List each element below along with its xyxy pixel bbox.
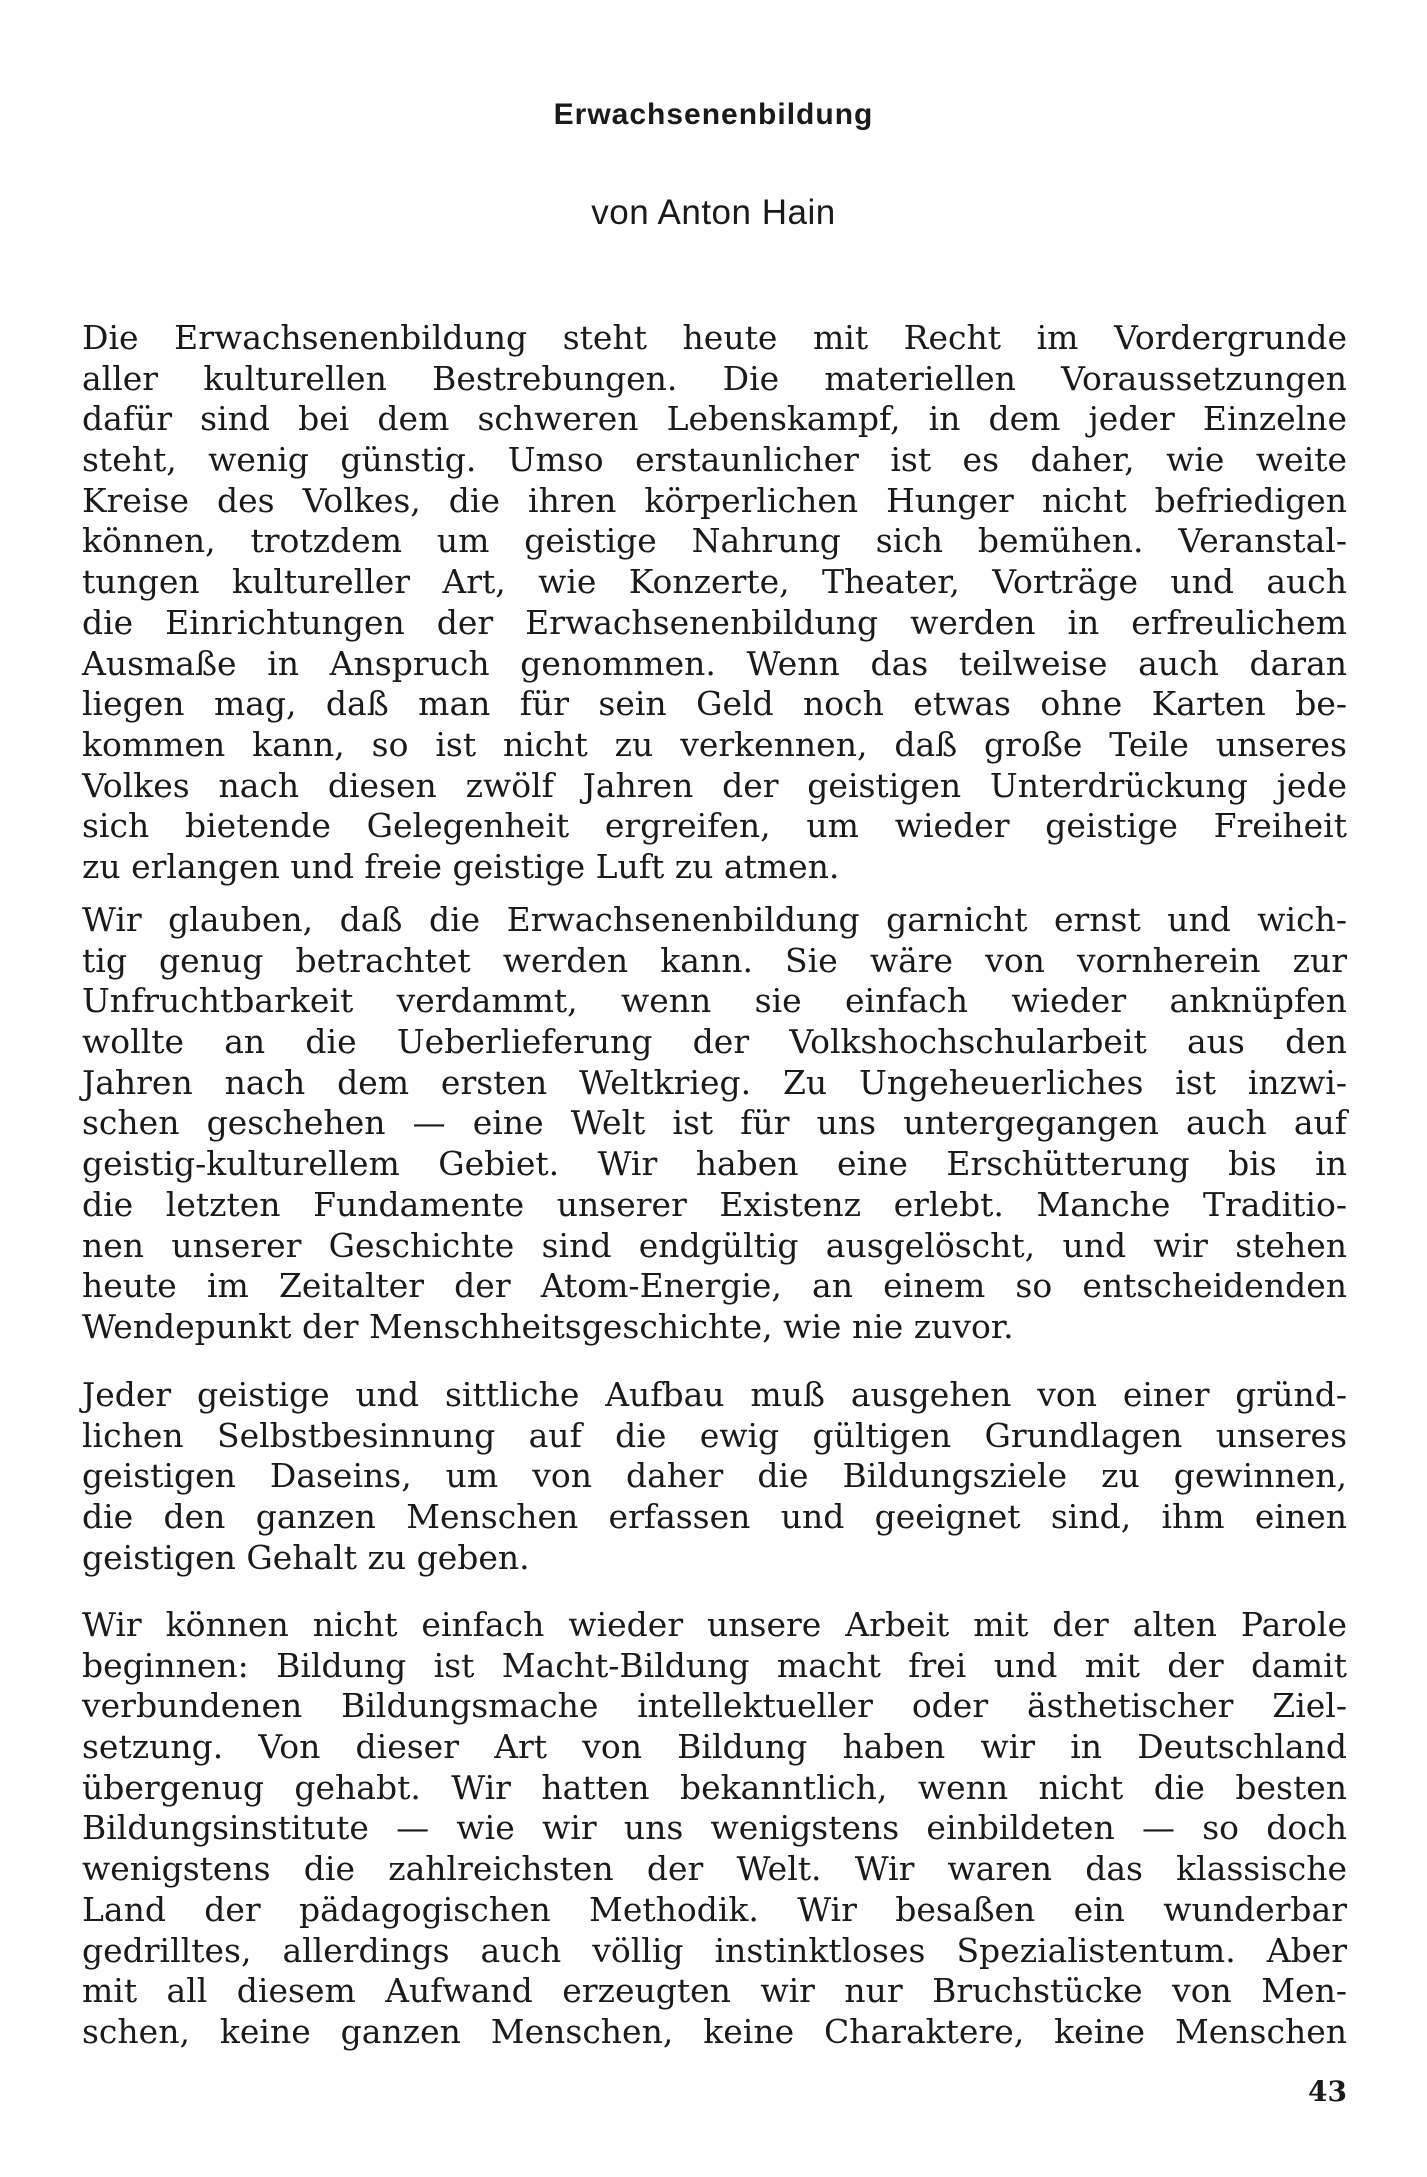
text-line: gedrilltes, allerdings auch völlig instinktloses Spezialistentum. Aber	[82, 1930, 1347, 1970]
text-line: übergenug gehabt. Wir hatten bekanntlich, wenn nicht die besten	[82, 1767, 1347, 1807]
text-line: die Einrichtungen der Erwachsenenbildung werden in erfreulichem	[82, 602, 1347, 642]
paragraph-2	[82, 900, 1347, 1348]
text-line: mit all diesem Aufwand erzeugten wir nur Bruchstücke von Men-	[82, 1971, 1347, 2011]
text-line: tungen kultureller Art, wie Konzerte, Theater, Vorträge und auch	[82, 562, 1347, 602]
text-line: schen, keine ganzen Menschen, keine Charaktere, keine Menschen	[82, 2011, 1347, 2051]
text-line: aller kulturellen Bestrebungen. Die materiellen Voraussetzungen	[82, 358, 1347, 398]
text-line: steht, wenig günstig. Umso erstaunlicher ist es daher, wie weite	[82, 440, 1347, 480]
text-line: heute im Zeitalter der Atom-Energie, an einem so entscheidenden	[82, 1266, 1347, 1306]
text-line: sich bietende Gelegenheit ergreifen, um wieder geistige Freiheit	[82, 806, 1347, 846]
text-line: zu erlangen und freie geistige Luft zu atmen.	[82, 846, 840, 886]
text-line: Volkes nach diesen zwölf Jahren der geistigen Unterdrückung jede	[82, 765, 1347, 805]
text-line: Die Erwachsenenbildung steht heute mit Recht im Vordergrunde	[82, 318, 1347, 357]
article-title: Erwachsenenbildung	[553, 98, 874, 131]
text-line: die den ganzen Menschen erfassen und geeignet sind, ihm einen	[82, 1497, 1347, 1537]
paragraph-3	[82, 1375, 1347, 1578]
text-line: Bildungsinstitute — wie wir uns wenigstens einbildeten — so doch	[82, 1808, 1347, 1848]
text-line: lichen Selbstbesinnung auf die ewig gültigen Grundlagen unseres	[82, 1415, 1347, 1455]
text-line: beginnen: Bildung ist Macht-Bildung macht frei und mit der damit	[82, 1645, 1347, 1685]
text-line: Wendepunkt der Menschheitsgeschichte, wie nie zuvor.	[82, 1306, 1014, 1346]
text-line: Kreise des Volkes, die ihren körperlichen Hunger nicht befriedigen	[82, 480, 1347, 520]
text-line: geistig-kulturellem Gebiet. Wir haben eine Erschütterung bis in	[82, 1144, 1347, 1184]
text-line: Jeder geistige und sittliche Aufbau muß ausgehen von einer gründ-	[82, 1375, 1347, 1414]
text-line: setzung. Von dieser Art von Bildung haben wir in Deutschland	[82, 1727, 1347, 1767]
text-line: die letzten Fundamente unserer Existenz erlebt. Manche Traditio-	[82, 1184, 1347, 1224]
text-line: geistigen Gehalt zu geben.	[82, 1537, 530, 1577]
text-line: kommen kann, so ist nicht zu verkennen, daß große Teile unseres	[82, 724, 1347, 764]
page-number: 43	[1308, 2075, 1347, 2108]
text-line: schen geschehen — eine Welt ist für uns untergegangen auch auf	[82, 1103, 1347, 1143]
text-line: wenigstens die zahlreichsten der Welt. Wir waren das klassische	[82, 1849, 1347, 1889]
text-line: geistigen Daseins, um von daher die Bildungsziele zu gewinnen,	[82, 1456, 1347, 1496]
text-line: dafür sind bei dem schweren Lebenskampf, in dem jeder Einzelne	[82, 399, 1347, 439]
text-line: Wir können nicht einfach wieder unsere Arbeit mit der alten Parole	[82, 1605, 1347, 1644]
text-line: Ausmaße in Anspruch genommen. Wenn das teilweise auch daran	[82, 643, 1347, 683]
paragraph-4	[82, 1605, 1347, 2053]
text-line: Wir glauben, daß die Erwachsenenbildung garnicht ernst und wich-	[82, 900, 1347, 939]
article-author: von Anton Hain	[591, 193, 836, 232]
text-line: nen unserer Geschichte sind endgültig ausgelöscht, und wir stehen	[82, 1225, 1347, 1265]
text-line: verbundenen Bildungsmache intellektueller oder ästhetischer Ziel-	[82, 1686, 1347, 1726]
text-line: Land der pädagogischen Methodik. Wir besaßen ein wunderbar	[82, 1889, 1347, 1929]
text-line: können, trotzdem um geistige Nahrung sich bemühen. Veranstal-	[82, 521, 1347, 561]
text-line: tig genug betrachtet werden kann. Sie wäre von vornherein zur	[82, 940, 1347, 980]
text-line: wollte an die Ueberlieferung der Volkshochschularbeit aus den	[82, 1022, 1347, 1062]
text-line: Jahren nach dem ersten Weltkrieg. Zu Ungeheuerliches ist inzwi-	[82, 1062, 1347, 1102]
text-line: liegen mag, daß man für sein Geld noch etwas ohne Karten be-	[82, 684, 1347, 724]
paragraph-1	[82, 318, 1347, 888]
text-line: Unfruchtbarkeit verdammt, wenn sie einfach wieder anknüpfen	[82, 981, 1347, 1021]
